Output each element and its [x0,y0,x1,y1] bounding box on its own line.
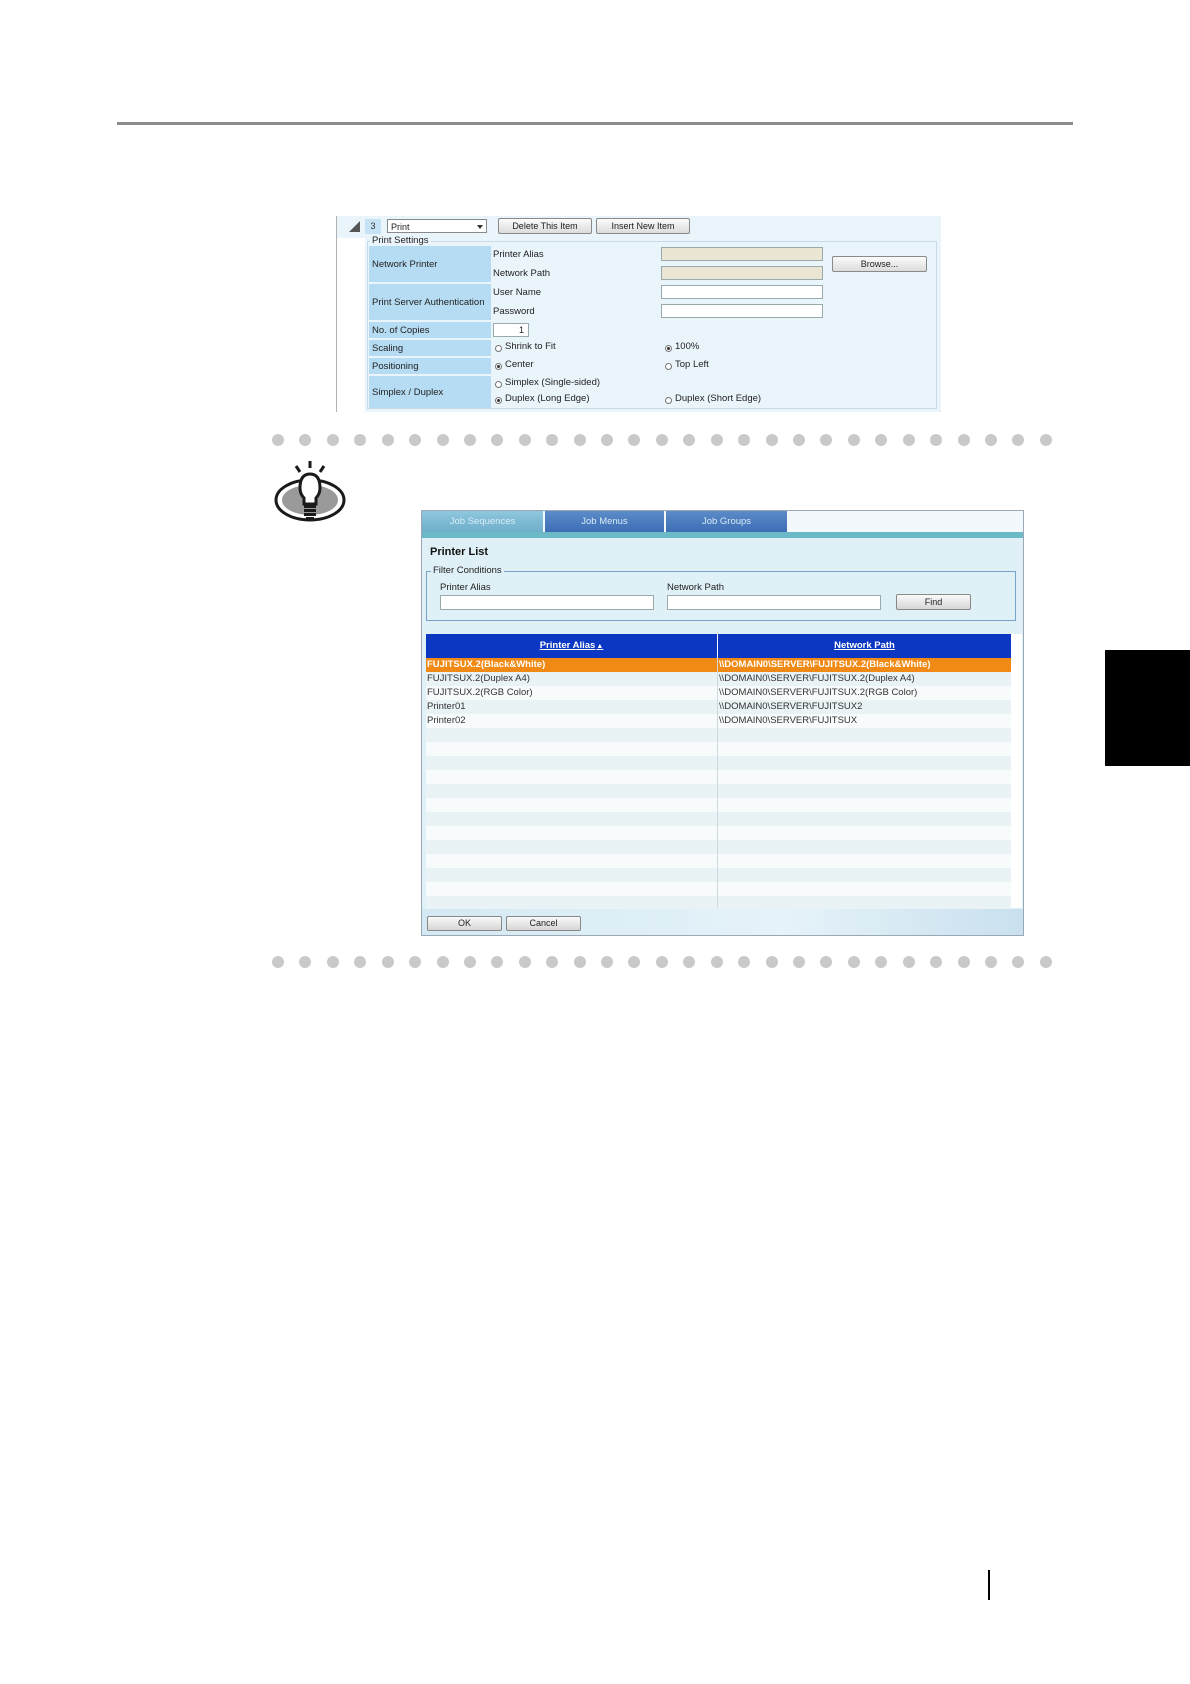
cancel-button[interactable]: Cancel [506,916,581,931]
column-header-printer-alias[interactable] [426,634,717,658]
tab-job-groups[interactable]: Job Groups [666,511,787,532]
page-marker [988,1570,990,1600]
sort-asc-icon: ▲ [596,643,604,650]
tab-bar [422,511,1024,532]
print-settings-screenshot [336,216,941,412]
table-row-empty [426,770,1011,784]
table-row-empty [426,742,1011,756]
filter-path-label: Network Path [667,582,725,593]
settings-section-title: Print Settings [372,235,429,246]
duplex-short-label: Duplex (Short Edge) [675,393,762,404]
chapter-tab [1105,650,1190,766]
table-row[interactable] [426,714,1011,728]
label-positioning: Positioning [369,358,491,374]
filter-path-input[interactable] [667,595,881,610]
table-row-empty [426,826,1011,840]
grid-scrollbar[interactable] [1011,634,1022,908]
printer-alias-label: Printer Alias [493,249,544,260]
table-row-empty [426,854,1011,868]
grid-header [426,634,1011,658]
table-row-empty [426,812,1011,826]
printer-grid [426,634,1011,908]
cell-network-path: \\DOMAIN0\SERVER\FUJITSUX.2(Black&White) [719,659,931,670]
item-type-value: Print [391,222,410,232]
printer-alias-field [661,247,823,261]
table-row-empty [426,840,1011,854]
label-print-server-auth: Print Server Authentication [369,284,491,320]
scaling-shrink-label: Shrink to Fit [505,341,556,352]
scaling-100-label: 100% [675,341,700,352]
top-rule [117,122,1073,125]
password-label: Password [493,306,535,317]
insert-item-button[interactable]: Insert New Item [596,218,690,234]
dropdown-arrow-icon [477,225,483,229]
table-row[interactable] [426,686,1011,700]
table-row[interactable] [426,700,1011,714]
user-name-field[interactable] [661,285,823,299]
table-row[interactable] [426,658,1011,672]
item-type-select[interactable] [387,219,487,233]
copies-field[interactable]: 1 [493,323,529,337]
printer-list-title: Printer List [430,546,489,558]
duplex-short-radio[interactable] [665,397,672,404]
collapse-triangle-icon[interactable] [349,221,360,232]
column-separator [717,658,718,908]
hint-bottom-separator [272,956,1052,968]
filter-alias-input[interactable] [440,595,654,610]
grid-rows [426,658,1011,910]
table-row-empty [426,784,1011,798]
label-network-printer: Network Printer [369,246,491,282]
simplex-radio[interactable] [495,381,502,388]
scaling-100-radio[interactable] [665,345,672,352]
table-row-empty [426,728,1011,742]
position-topleft-label: Top Left [675,359,709,370]
position-center-radio[interactable] [495,363,502,370]
cell-printer-alias: Printer01 [427,701,466,712]
password-field[interactable] [661,304,823,318]
table-row-empty [426,896,1011,910]
table-row-empty [426,882,1011,896]
table-row-empty [426,868,1011,882]
item-number: 3 [365,219,381,234]
browse-button[interactable]: Browse... [832,256,927,272]
column-header-network-path[interactable]: Network Path [834,640,895,651]
label-copies: No. of Copies [369,322,491,338]
cell-network-path: \\DOMAIN0\SERVER\FUJITSUX.2(Duplex A4) [719,673,915,684]
cell-network-path: \\DOMAIN0\SERVER\FUJITSUX.2(RGB Color) [719,687,918,698]
network-path-label: Network Path [493,268,551,279]
delete-item-button[interactable]: Delete This Item [498,218,592,234]
tab-underline [422,532,1024,538]
network-path-field [661,266,823,280]
duplex-long-radio[interactable] [495,397,502,404]
find-button[interactable]: Find [896,594,971,610]
cell-printer-alias: Printer02 [427,715,466,726]
tab-job-sequences[interactable]: Job Sequences [422,511,543,532]
ok-button[interactable]: OK [427,916,502,931]
cell-printer-alias: FUJITSUX.2(Duplex A4) [427,673,530,684]
user-name-label: User Name [493,287,542,298]
position-center-label: Center [505,359,534,370]
tab-job-menus[interactable]: Job Menus [545,511,664,532]
cell-printer-alias: FUJITSUX.2(Black&White) [427,659,546,670]
scaling-shrink-radio[interactable] [495,345,502,352]
label-simplex-duplex: Simplex / Duplex [369,376,491,408]
table-row-empty [426,756,1011,770]
printer-list-dialog [421,510,1024,936]
position-topleft-radio[interactable] [665,363,672,370]
dialog-footer [422,909,1024,936]
cell-printer-alias: FUJITSUX.2(RGB Color) [427,687,533,698]
printer-alias-header-label: Printer Alias [539,640,596,651]
duplex-long-label: Duplex (Long Edge) [505,393,590,404]
filter-alias-label: Printer Alias [440,582,491,593]
cell-network-path: \\DOMAIN0\SERVER\FUJITSUX2 [719,701,863,712]
filter-title: Filter Conditions [433,565,502,576]
cell-network-path: \\DOMAIN0\SERVER\FUJITSUX [719,715,858,726]
lightbulb-hint-icon [270,458,350,528]
table-row[interactable] [426,672,1011,686]
simplex-label: Simplex (Single-sided) [505,377,601,388]
table-row-empty [426,798,1011,812]
hint-top-separator [272,434,1052,446]
label-scaling: Scaling [369,340,491,356]
